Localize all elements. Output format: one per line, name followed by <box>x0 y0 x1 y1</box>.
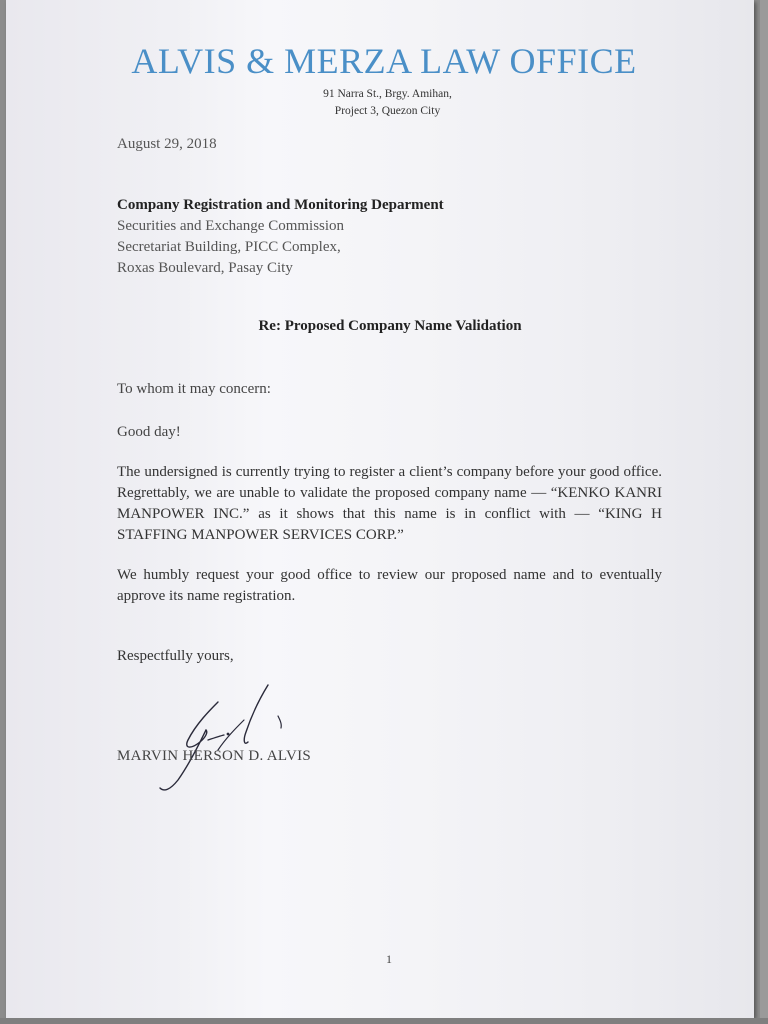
firm-address-line1: 91 Narra St., Brgy. Amihan, <box>323 88 452 100</box>
signature-mark <box>148 680 288 795</box>
firm-name: ALVIS & MERZA LAW OFFICE <box>131 41 637 81</box>
recipient-line1: Securities and Exchange Commission <box>117 218 345 234</box>
closing: Respectfully yours, <box>117 648 234 664</box>
letter-date: August 29, 2018 <box>117 136 217 152</box>
scan-edge-right <box>760 0 768 1024</box>
firm-address <box>0 86 768 120</box>
recipient-block <box>117 195 444 279</box>
scan-edge-bottom <box>0 1018 768 1024</box>
body-paragraph-2: We humbly request your good office to review our proposed name and to eventually approve its name registration. <box>117 567 662 604</box>
page-number: 1 <box>386 952 392 966</box>
signer-name: MARVIN HERSON D. ALVIS <box>117 748 312 764</box>
recipient-line2: Secretariat Building, PICC Complex, <box>117 239 341 255</box>
greeting: Good day! <box>117 424 181 440</box>
firm-address-line2: Project 3, Quezon City <box>334 105 441 117</box>
recipient-line3: Roxas Boulevard, Pasay City <box>117 260 293 276</box>
body-paragraph-1: The undersigned is currently trying to register a client’s company before your good office. Regrettably, we are unable to validate the proposed company name — “KENKO KANRI MANPOWER INC.” as it shows that this name is in conflict with — “KING H STAFFING MANPOWER SERVICES CORP.” <box>117 464 662 543</box>
subject-line: Re: Proposed Company Name Validation <box>258 318 522 334</box>
recipient-department: Company Registration and Monitoring Deparment <box>117 197 444 213</box>
salutation: To whom it may concern: <box>117 381 271 397</box>
